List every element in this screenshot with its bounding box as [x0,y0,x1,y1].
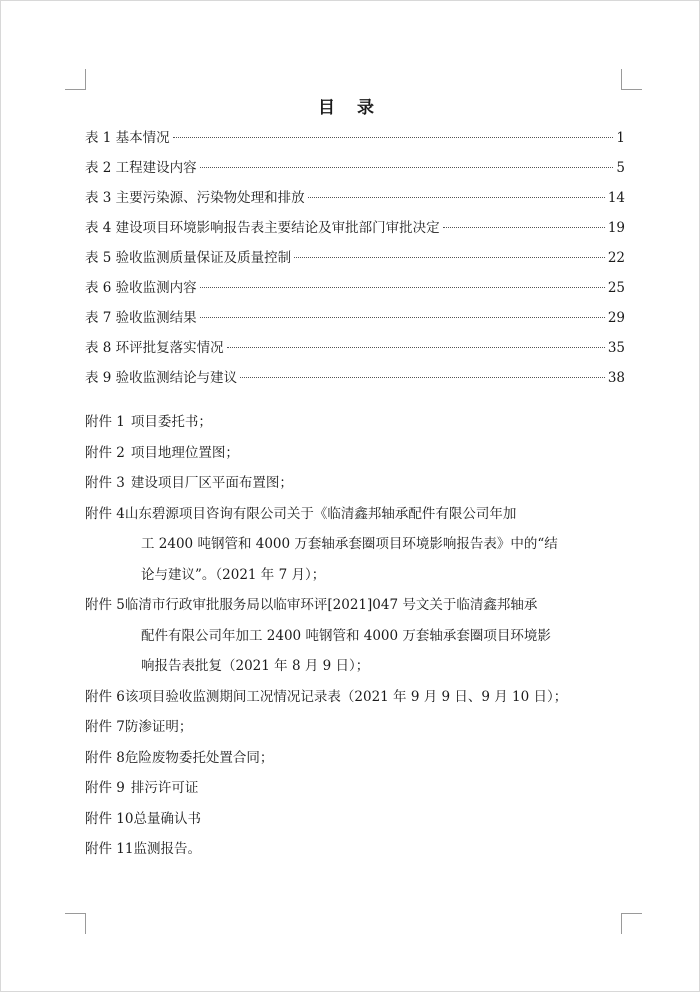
toc-entry-label: 表 8 环评批复落实情况 [85,340,224,356]
appendix-text-line: 临清市行政审批服务局以临审环评[2021]047 号文关于临清鑫邦轴承 [124,597,538,613]
appendix-item [85,804,631,835]
appendix-item [85,468,631,499]
appendix-number: 附件 4 [85,505,125,522]
toc-entry-label: 表 9 验收监测结论与建议 [85,370,238,386]
appendix-text: 项目委托书； [130,414,212,430]
toc-entry [85,123,625,153]
toc-entry-page: 35 [607,340,625,356]
toc-leader [240,377,605,378]
appendix-text: 危险废物委托处置合同； [124,749,274,766]
appendix-item [85,438,631,469]
toc-entry-page: 14 [607,190,625,206]
toc-entry-page: 19 [607,220,625,236]
crop-mark-top-right [621,69,642,90]
toc-entry-label: 表 4 建设项目环境影响报告表主要结论及审批部门审批决定 [85,220,440,236]
appendix-item [85,590,631,682]
appendix-item [85,407,631,438]
toc-entry [85,183,625,213]
appendix-item [85,743,631,774]
appendix-item [85,834,631,865]
crop-mark-bottom-right [621,913,642,934]
appendix-text-line: 响报告表批复（2021 年 8 月 9 日）； [141,658,370,674]
appendix-number: 附件 5 [85,597,125,613]
toc-entry-label: 表 3 主要污染源、污染物处理和排放 [85,190,305,206]
toc-entry-label: 表 7 验收监测结果 [85,310,197,326]
toc-entry [85,363,625,393]
crop-mark-top-left [65,69,86,90]
toc-entry [85,303,625,333]
toc-entry [85,243,625,273]
appendix-number: 附件 7 [85,719,125,735]
toc-leader [308,197,605,198]
toc-entry-page: 5 [616,160,625,176]
toc-leader [200,287,605,288]
appendix-number: 附件 8 [85,749,125,766]
toc-entry-page: 1 [616,130,625,146]
toc-leader [200,167,614,168]
appendix-number: 附件 3 [85,475,125,491]
appendix-item [85,712,631,743]
appendix-number: 附件 9 [85,780,125,796]
appendix-number: 附件 6 [85,688,125,705]
toc-entry-label: 表 5 验收监测质量保证及质量控制 [85,250,292,266]
toc-entry-page: 22 [607,250,625,266]
appendix-text: 防渗证明； [124,719,193,735]
appendix-text: 排污许可证 [130,780,199,796]
toc-entry-label: 表 2 工程建设内容 [85,160,197,176]
toc-entry-page: 25 [607,280,625,296]
appendix-text: 建设项目厂区平面布置图； [130,475,293,491]
toc-leader [443,227,605,228]
appendix-item [85,499,631,591]
appendix-item [85,773,631,804]
appendix-list [85,407,631,865]
appendix-number: 附件 10 [85,810,134,827]
toc-leader [200,317,605,318]
toc-leader [227,347,605,348]
toc-entry-label: 表 6 验收监测内容 [85,280,197,296]
appendix-number: 附件 2 [85,444,125,461]
toc-entry-label: 表 1 基本情况 [85,130,170,146]
appendix-text: 总量确认书 [133,810,201,827]
appendix-text-line: 配件有限公司年加工 2400 吨钢管和 4000 万套轴承套圈项目环境影 [141,627,551,644]
appendix-item [85,682,631,713]
appendix-text: 监测报告。 [133,841,201,857]
appendix-text: 项目地理位置图； [130,444,239,461]
toc-entry [85,213,625,243]
appendix-text-line: 工 2400 吨钢管和 4000 万套轴承套圈项目环境影响报告表》中的“结 [141,536,558,552]
appendix-text: 该项目验收监测期间工况情况记录表（2021 年 9 月 9 日、9 月 10 日）； [124,688,568,705]
appendix-number: 附件 1 [85,414,125,430]
toc-entry [85,273,625,303]
toc-leader [294,257,605,258]
toc-entry [85,333,625,363]
appendix-text-line: 山东碧源项目咨询有限公司关于《临清鑫邦轴承配件有限公司年加 [124,505,517,522]
toc-entry-page: 29 [607,310,625,326]
toc-leader [173,137,614,138]
toc-entry [85,153,625,183]
crop-mark-bottom-left [65,913,86,934]
table-of-contents [85,123,625,393]
toc-entry-page: 38 [607,370,625,386]
page-title: 目 录 [318,98,382,118]
appendix-number: 附件 11 [85,841,134,857]
appendix-text-line: 论与建议”。（2021 年 7 月）； [141,566,326,583]
